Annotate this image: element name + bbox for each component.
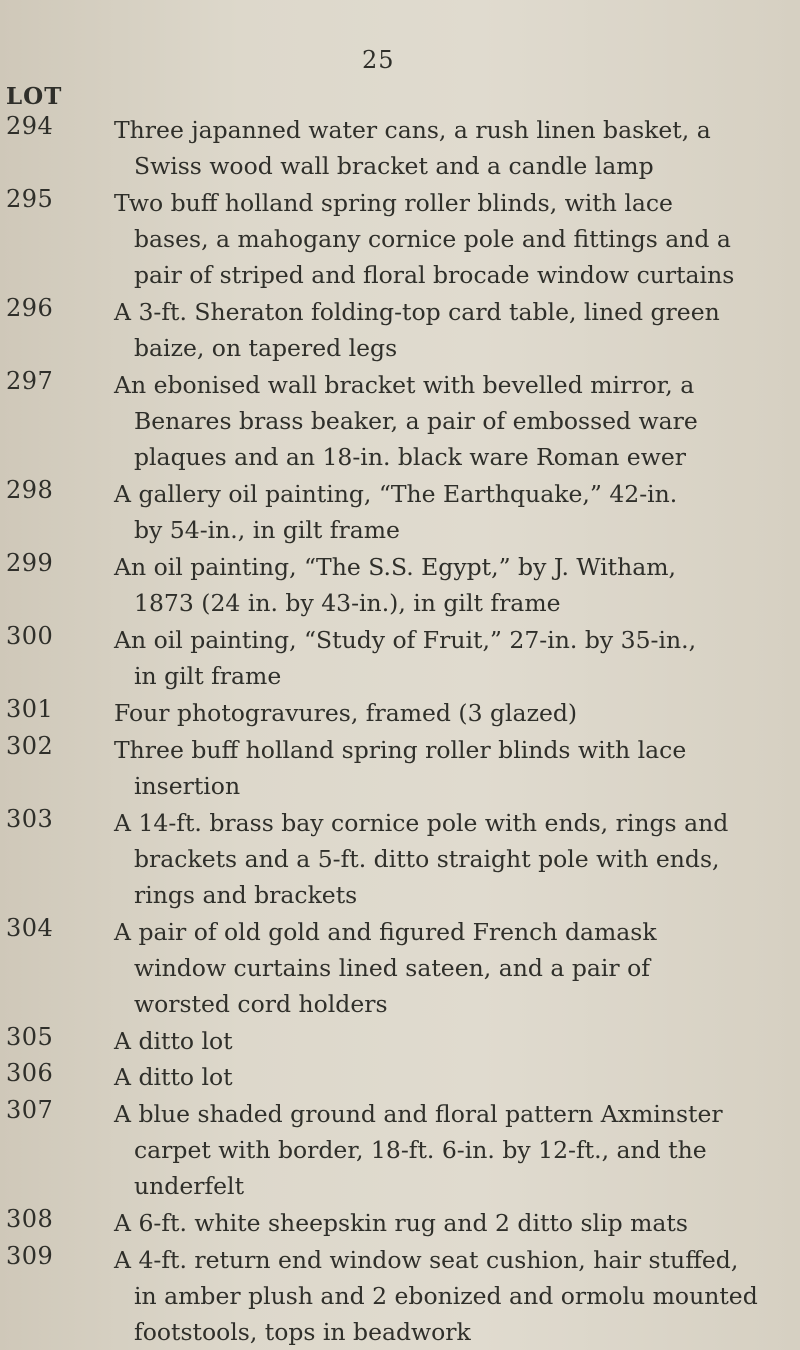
description-line: A 14-ft. brass bay cornice pole with ends, rings and (114, 809, 729, 837)
description-line: A 4-ft. return end window seat cushion, hair stuffed, (114, 1246, 739, 1274)
lot-number: 307 (6, 1096, 54, 1124)
lot-description (114, 1059, 794, 1095)
description-line: An oil painting, “The S.S. Egypt,” by J. Witham, (114, 553, 676, 581)
description-line: insertion (134, 772, 241, 800)
description-line: Two buff holland spring roller blinds, with lace (114, 189, 673, 217)
description-line: carpet with border, 18-ft. 6-in. by 12-ft., and the (134, 1136, 707, 1164)
lot-description (114, 1205, 794, 1241)
lot-description (114, 112, 794, 184)
lot-description (114, 1023, 794, 1059)
description-line: A blue shaded ground and floral pattern Axminster (114, 1100, 723, 1128)
lot-description (114, 1096, 794, 1204)
description-line: baize, on tapered legs (134, 334, 398, 362)
description-line: Swiss wood wall bracket and a candle lamp (134, 152, 654, 180)
description-line: 1873 (24 in. by 43-in.), in gilt frame (134, 589, 561, 617)
description-line: in gilt frame (134, 662, 282, 690)
lot-description (114, 695, 794, 731)
lot-number: 299 (6, 549, 54, 577)
lot-description (114, 367, 794, 475)
description-line: A 6-ft. white sheepskin rug and 2 ditto slip mats (114, 1209, 688, 1237)
lot-description (114, 1242, 794, 1350)
lot-number: 304 (6, 914, 54, 942)
description-line: A gallery oil painting, “The Earthquake,” 42-in. (114, 480, 678, 508)
description-line: rings and brackets (134, 881, 358, 909)
description-line: plaques and an 18-in. black ware Roman ewer (134, 443, 686, 471)
description-line: by 54-in., in gilt frame (134, 516, 400, 544)
lot-description (114, 476, 794, 548)
lot-column-header: LOT (6, 83, 63, 110)
description-line: A 3-ft. Sheraton folding-top card table, lined green (114, 298, 720, 326)
lot-number: 301 (6, 695, 54, 723)
lot-number: 298 (6, 476, 54, 504)
page-number: 25 (362, 46, 395, 74)
description-line: worsted cord holders (134, 990, 388, 1018)
lot-description (114, 732, 794, 804)
lot-number: 302 (6, 732, 54, 760)
lot-description (114, 805, 794, 913)
description-line: Benares brass beaker, a pair of embossed ware (134, 407, 698, 435)
description-line: An ebonised wall bracket with bevelled mirror, a (114, 371, 695, 399)
lot-number: 297 (6, 367, 54, 395)
lot-number: 306 (6, 1059, 54, 1087)
lot-number: 308 (6, 1205, 54, 1233)
description-line: An oil painting, “Study of Fruit,” 27-in. by 35-in., (114, 626, 697, 654)
lot-number: 303 (6, 805, 54, 833)
lot-number: 300 (6, 622, 54, 650)
lot-description (114, 549, 794, 621)
lot-description (114, 914, 794, 1022)
lot-number: 305 (6, 1023, 54, 1051)
lot-description (114, 294, 794, 366)
lot-description (114, 185, 794, 293)
lot-number: 296 (6, 294, 54, 322)
lot-number: 295 (6, 185, 54, 213)
description-line: bases, a mahogany cornice pole and fittings and a (134, 225, 731, 253)
description-line: A ditto lot (114, 1063, 233, 1091)
description-line: brackets and a 5-ft. ditto straight pole with ends, (134, 845, 720, 873)
description-line: Three buff holland spring roller blinds with lace (114, 736, 687, 764)
lot-number: 294 (6, 112, 54, 140)
description-line: Four photogravures, framed (3 glazed) (114, 699, 578, 727)
description-line: A ditto lot (114, 1027, 233, 1055)
description-line: pair of striped and floral brocade window curtains (134, 261, 735, 289)
description-line: footstools, tops in beadwork (134, 1318, 471, 1346)
description-line: A pair of old gold and figured French damask (114, 918, 657, 946)
description-line: window curtains lined sateen, and a pair of (134, 954, 650, 982)
description-line: underfelt (134, 1172, 245, 1200)
description-line: in amber plush and 2 ebonized and ormolu mounted (134, 1282, 758, 1310)
lot-number: 309 (6, 1242, 54, 1270)
lot-description (114, 622, 794, 694)
description-line: Three japanned water cans, a rush linen basket, a (114, 116, 711, 144)
